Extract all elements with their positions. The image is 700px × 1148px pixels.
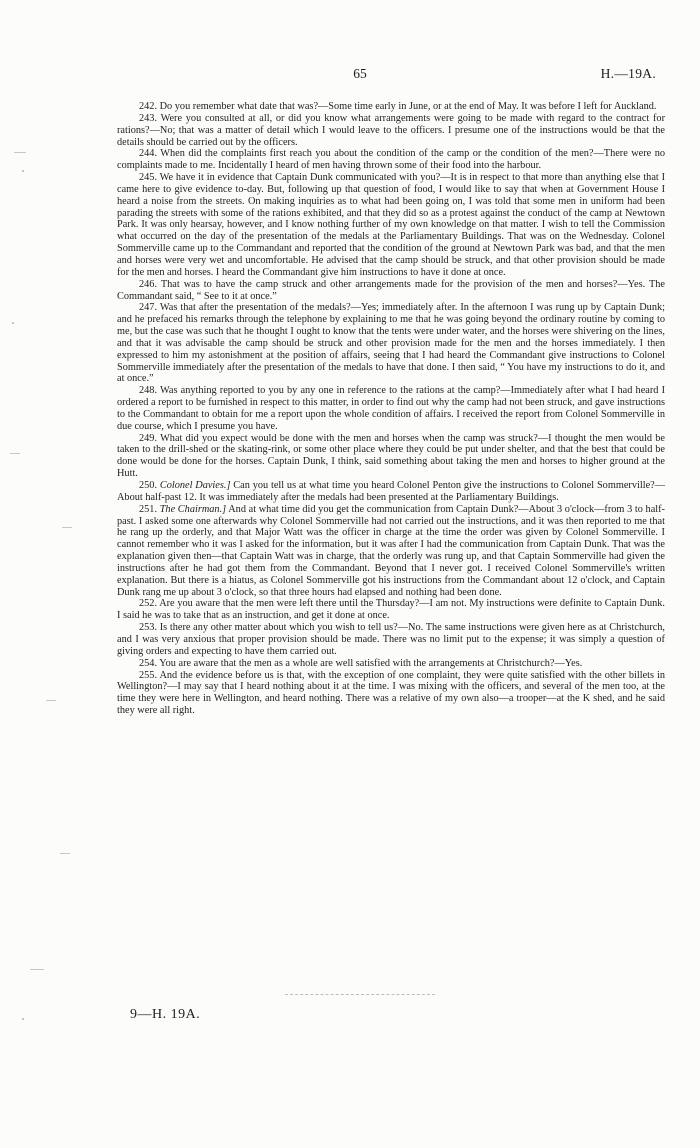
evidence-paragraph bbox=[117, 302, 665, 385]
margin-mark bbox=[46, 700, 56, 701]
question-number: 250. bbox=[139, 480, 158, 491]
evidence-paragraph bbox=[117, 670, 665, 717]
margin-mark bbox=[10, 453, 20, 454]
footer-rule bbox=[285, 994, 435, 995]
paragraph-text: That was to have the camp struck and other arrangements made for the provision of the men and horses?—Yes. The Commandant said, “ See to it at once.” bbox=[117, 278, 666, 302]
paragraph-text: When did the complaints first reach you about the condition of the camp or the condition of the men?—There were no complaints made to me. Incidentally I heard of men having thrown some of their food into the harbour. bbox=[117, 148, 665, 172]
paragraph-text: And at what time did you get the communication from Captain Dunk?—About 3 o'clock—from 3 to half-past. I asked some one afterwards why Colonel Sommerville had not carried out the instructions, and it was then reported to me that he rang up the orderly, and that Major Watt was the officer in charge at the time the order was given by Colonel Sommerville. I cannot remember who it was I asked for the information, but it was after I had the communication from Captain Dunk. That was the explanation given then—that Captain Watt was in charge, that the orderly was rung up, and that Captain Sommerville had given the instructions after he had got them from the Commandant. Beyond that I never got. I received Colonel Sommerville's written explanation. But there is a hiatus, as Colonel Sommerville got his instructions from the Commandant about 12 o'clock, and Captain Dunk rang me up about 3 o'clock, so that three hours had elapsed and nothing had been done. bbox=[117, 503, 665, 598]
speaker-label: Colonel Davies.] bbox=[159, 480, 231, 491]
document-reference: H.—19A. bbox=[600, 66, 656, 81]
question-number: 248. bbox=[139, 385, 158, 397]
evidence-paragraph bbox=[117, 385, 665, 432]
question-number: 244. bbox=[139, 148, 158, 160]
question-number: 242. bbox=[139, 101, 158, 112]
paragraph-text: And the evidence before us is that, with the exception of one complaint, they were quite satisfied with the other billets in Wellington?—I may say that I heard nothing about it at the time. I was mixing with the officers, and several of the men too, at the time they were here in Wellington, and heard nothing. There was a relative of my own also—a trooper—at the K shed, and he said they were all right. bbox=[117, 669, 665, 717]
question-number: 252. bbox=[139, 598, 158, 610]
speaker-label: The Chairman.] bbox=[159, 503, 227, 515]
evidence-paragraph bbox=[117, 148, 665, 172]
evidence-paragraph bbox=[117, 598, 665, 622]
page-header bbox=[0, 66, 700, 86]
paragraph-text: Is there any other matter about which you wish to tell us?—No. The same instructions were given here as at Christchurch, and I was very anxious that proper provision should be made. There was no limit put to the expense; it was simply a question of giving orders and expecting to have them carried out. bbox=[117, 622, 665, 657]
evidence-paragraph bbox=[117, 480, 665, 504]
paragraph-text: You are aware that the men as a whole are well satisfied with the arrangements at Christchurch?—Yes. bbox=[159, 657, 583, 669]
question-number: 243. bbox=[139, 112, 158, 124]
paragraph-text: Do you remember what date that was?—Some time early in June, or at the end of May. It was before I left for Auckland. bbox=[159, 101, 657, 112]
evidence-paragraph bbox=[117, 101, 665, 113]
evidence-paragraph bbox=[117, 622, 665, 658]
paragraph-text: Can you tell us at what time you heard Colonel Penton give the instructions to Colonel Sommerville?—About half-past 12. It was immediately after the medals had been presented at the Parliamentary Buildings. bbox=[117, 480, 666, 503]
question-number: 247. bbox=[139, 302, 158, 314]
question-number: 254. bbox=[139, 657, 158, 669]
evidence-paragraph bbox=[117, 433, 665, 480]
page-number: 65 bbox=[353, 66, 367, 81]
margin-mark bbox=[22, 170, 24, 172]
evidence-paragraph bbox=[117, 504, 665, 599]
evidence-paragraph bbox=[117, 172, 665, 279]
document-body bbox=[117, 101, 665, 717]
paragraph-text: Are you aware that the men were left there until the Thursday?—I am not. My instructions were definite to Captain Dunk. I said he was to take that as an instruction, and get it done at once. bbox=[117, 598, 665, 622]
signature-mark: 9—H. 19A. bbox=[130, 1007, 201, 1022]
margin-mark bbox=[14, 152, 26, 153]
question-number: 245. bbox=[139, 172, 158, 184]
paragraph-text: What did you expect would be done with the men and horses when the camp was struck?—I thought the men would be taken to the drill-shed or the skating-rink, or some other place where they could be put under shelter, and that the best that could be done would be done for the horses. Captain Dunk, I think, said something about taking the men and horses to higher ground at the Hutt. bbox=[117, 432, 666, 480]
margin-mark bbox=[62, 527, 72, 528]
margin-mark bbox=[30, 969, 44, 970]
margin-mark bbox=[60, 853, 70, 854]
question-number: 251. bbox=[139, 503, 158, 515]
paragraph-text: Were you consulted at all, or did you know what arrangements were going to be made with regard to the contract for rations?—No; that was a matter of detail which I would leave to the officers. I presume one of the instructions would be that the details should be carried out by the officers. bbox=[117, 112, 665, 148]
evidence-paragraph bbox=[117, 658, 665, 670]
margin-mark bbox=[22, 1018, 24, 1020]
paragraph-text: Was anything reported to you by any one in reference to the rations at the camp?—Immediately after what I had heard I ordered a report to be furnished in respect to this matter, in order to find out why the camp had not been struck, and gave instructions to the Commandant to obtain for me a report upon the whole condition of affairs. I received the report from Colonel Sommerville in due course, which I presume you have. bbox=[117, 385, 665, 432]
paragraph-text: Was that after the presentation of the medals?—Yes; immediately after. In the afternoon I was rung up by Captain Dunk; and he prefaced his remarks through the telephone by explaining to me that he was going beyond the ordinary routine by coming to me, but the case was such that he thought I ought to know that the tents were under water, and the horses were shivering on the lines, and that it was advisable the camp should be struck and other provision made for the men and the horses immediately. I then expressed to him my astonishment at the position of affairs, seeing that I had heard the Commandant give instructions to Colonel Sommerville immediately after the presentation of the medals to have that done. I then said, “ You have my instructions to do it, and at once.” bbox=[117, 302, 665, 385]
question-number: 255. bbox=[139, 669, 158, 681]
question-number: 246. bbox=[139, 278, 158, 290]
question-number: 253. bbox=[139, 622, 158, 634]
margin-mark bbox=[12, 322, 14, 324]
evidence-paragraph bbox=[117, 279, 665, 303]
evidence-paragraph bbox=[117, 113, 665, 149]
question-number: 249. bbox=[139, 432, 158, 444]
paragraph-text: We have it in evidence that Captain Dunk communicated with you?—It is in respect to that more than anything else that I came here to give evidence to-day. But, following up that question of food, I would like to say that when at Government House I heard a noise from the streets. On making inquiries as to what had been going on, I was told that some men in uniform had been parading the streets with some of the rations exhibited, and that they did so as a protest against the conduct of the camp at Newtown Park. It was only hearsay, however, and I know nothing further of my own knowledge on that matter. I wish to tell the Commission what occurred on the day of the presentation of the medals at the Parliamentary Buildings. That was on the Wednesday. Colonel Sommerville came up to the Commandant and reported that the condition of the ground at Newtown Park was bad, and that the men and horses were very wet and uncomfortable. He advised that the camp should be struck, and that other provision should be made for the men and horses. I heard the Commandant give him instructions to have it done at once. bbox=[117, 172, 665, 278]
